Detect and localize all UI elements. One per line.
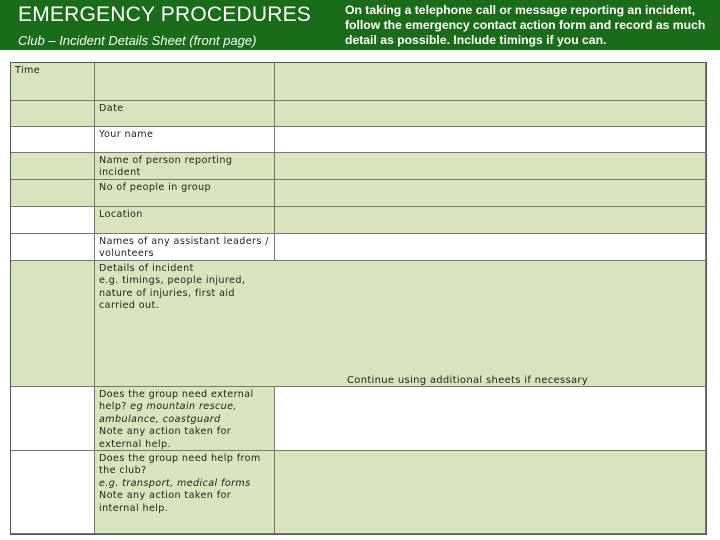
details-left-cell [11,261,95,387]
instruction-text: On taking a telephone call or message reporting an incident, follow the emergency contact action form and record as much detail as possible. Include timings if you can. [345,3,706,47]
location-label-cell [95,207,275,234]
assistants-label: Names of any assistant leaders / volunteers [99,236,269,260]
external-left-cell [11,387,95,451]
continue-note: Continue using additional sheets if necessary [347,375,589,386]
club-left-cell [11,451,95,534]
external-label-cell [95,387,275,451]
group-count-left-cell [11,180,95,207]
your-name-label: Your name [99,129,154,140]
details-field[interactable] [95,261,706,387]
name-left-cell [11,127,95,153]
time-label: Time [15,65,41,76]
details-label: Details of incident [99,263,194,274]
page-subtitle: Club – Incident Details Sheet (front page) [18,33,257,48]
location-left-cell [11,207,95,234]
external-action-note: Note any action taken for external help. [99,426,232,450]
time-extra-field[interactable] [275,63,706,101]
date-label: Date [99,103,124,114]
header-title-panel [0,0,336,50]
external-examples: eg mountain rescue, ambulance, coastguard [99,401,237,425]
details-hint: e.g. timings, people injured, nature of injuries, first aid carried out. [99,275,246,312]
page-title: EMERGENCY PROCEDURES [18,3,311,26]
club-action-note: Note any action taken for internal help. [99,490,232,514]
location-label: Location [99,209,143,220]
assistants-label-cell [95,234,275,261]
external-question: Does the group need external help? [99,389,254,413]
group-count-label-cell [95,180,275,207]
reporter-left-cell [11,153,95,180]
date-left-cell [11,101,95,127]
club-label-cell [95,451,275,534]
location-field[interactable] [275,207,706,234]
header-instruction-panel [336,0,720,50]
reporter-label-cell [95,153,275,180]
club-help-field[interactable] [275,451,706,534]
club-examples: e.g. transport, medical forms [99,477,251,489]
incident-form [10,62,707,535]
assistants-field[interactable] [275,234,706,261]
your-name-field[interactable] [275,127,706,153]
reporter-label: Name of person reporting incident [99,155,233,179]
assistants-left-cell [11,234,95,261]
external-help-field[interactable] [275,387,706,451]
time-label-cell [11,63,95,101]
your-name-label-cell [95,127,275,153]
date-field[interactable] [275,101,706,127]
time-field[interactable] [95,63,275,101]
club-question: Does the group need help from the club? [99,453,261,477]
group-count-field[interactable] [275,180,706,207]
date-label-cell [95,101,275,127]
reporter-field[interactable] [275,153,706,180]
group-count-label: No of people in group [99,182,212,193]
